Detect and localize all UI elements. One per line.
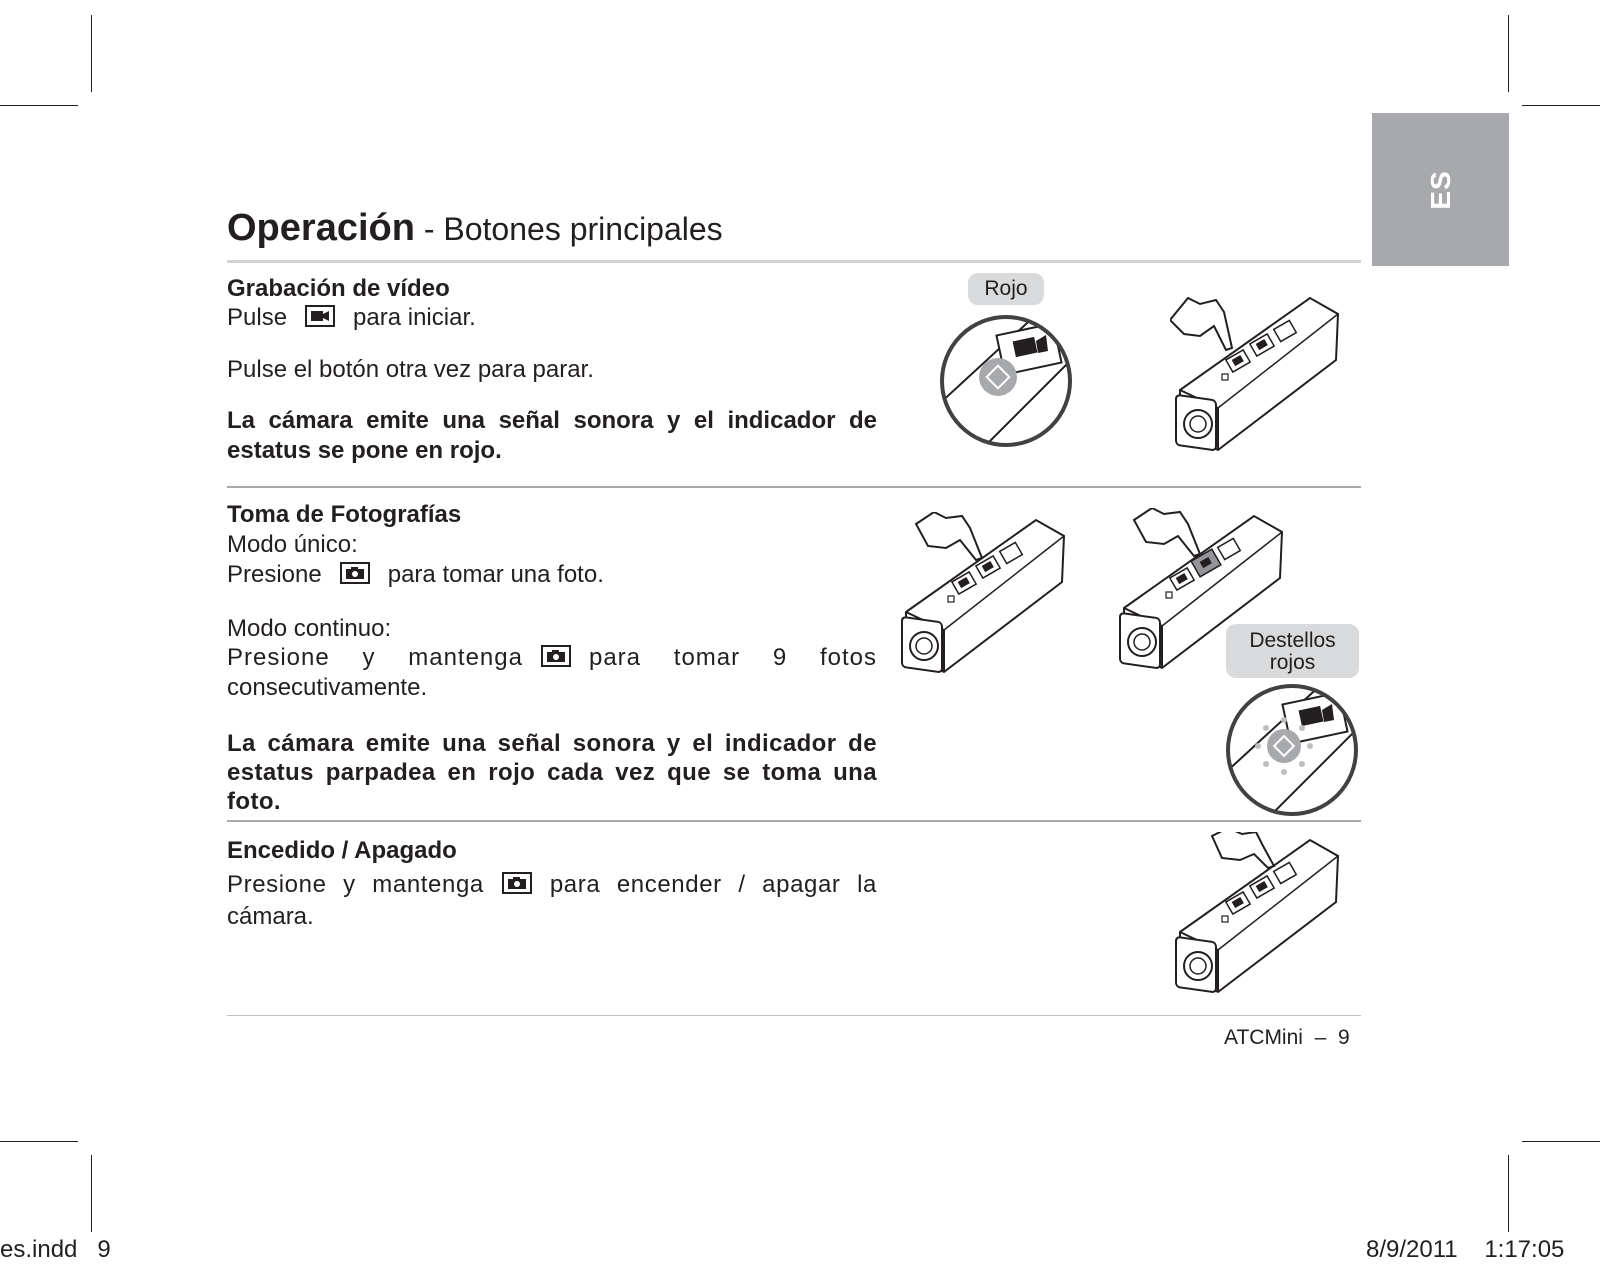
slug-page: 9 [97, 1236, 111, 1263]
continuous-mode-instruction [227, 643, 877, 673]
page-title-rest: - Botones principales [414, 211, 723, 247]
video-start-pre: Pulse [227, 304, 288, 331]
power-heading: Encedido / Apagado [227, 837, 457, 864]
status-label-red: Rojo [968, 273, 1044, 305]
single-mode-instruction [227, 560, 877, 590]
slug-time: 1:17:05 [1484, 1236, 1565, 1263]
footer-separator: – [1314, 1026, 1327, 1049]
crop-mark [1508, 1155, 1509, 1232]
crop-mark [0, 1141, 78, 1142]
continuous-mode-tail: consecutivamente. [227, 674, 428, 701]
page-number: 9 [1337, 1026, 1350, 1049]
crop-mark [0, 105, 78, 106]
product-name: ATCMini [1224, 1026, 1303, 1049]
camera-video-press-illustration [1170, 290, 1350, 462]
video-start-instruction [227, 303, 877, 333]
slug-filename: es.indd [0, 1236, 78, 1263]
camera-icon [340, 562, 370, 584]
camera-power-press-illustration [1170, 832, 1350, 1004]
footer-rule [227, 1015, 1361, 1016]
video-camera-icon [305, 305, 335, 327]
status-label-red-flashes [1226, 624, 1359, 678]
single-mode-label: Modo único: [227, 531, 358, 558]
video-start-post: para iniciar. [353, 304, 476, 331]
continuous-mode-post: para tomar 9 fotos [588, 644, 878, 671]
page-title-bold: Operación [227, 207, 415, 249]
video-stop-instruction: Pulse el botón otra vez para parar. [227, 356, 594, 383]
video-heading: Grabación de vídeo [227, 275, 450, 302]
slug-date: 8/9/2011 [1366, 1236, 1458, 1263]
status-label-line2: rojos [1269, 651, 1316, 674]
crop-mark [91, 15, 92, 92]
camera-icon [502, 872, 532, 894]
language-tab-label: ES [1424, 169, 1456, 210]
section-divider [227, 486, 1361, 488]
section-divider [227, 820, 1361, 822]
title-rule [227, 260, 1361, 263]
camera-photo-press-illustration [896, 512, 1076, 684]
language-tab [1372, 113, 1509, 266]
continuous-mode-label: Modo continuo: [227, 615, 392, 642]
power-instruction-pre: Presione y mantenga [227, 871, 484, 898]
continuous-mode-pre: Presione y mantenga [227, 644, 523, 671]
crop-mark [91, 1155, 92, 1232]
power-instruction-tail: cámara. [227, 903, 314, 930]
single-mode-pre: Presione [227, 561, 322, 588]
print-slug-date [1366, 1236, 1564, 1264]
video-status-note: La cámara emite una señal sonora y el indicador de estatus se pone en rojo. [227, 407, 877, 464]
status-indicator-closeup [938, 313, 1074, 449]
crop-mark [1508, 15, 1509, 92]
photo-heading: Toma de Fotografías [227, 501, 462, 528]
status-label-line1: Destellos [1249, 629, 1336, 652]
power-instruction-post: para encender / apagar la [549, 871, 877, 898]
single-mode-post: para tomar una foto. [387, 561, 604, 588]
crop-mark [1522, 105, 1600, 106]
power-instruction [227, 870, 877, 900]
page-title [227, 207, 723, 250]
photo-status-note: La cámara emite una señal sonora y el indicador de estatus parpadea en rojo cada vez que se toma una foto. [227, 730, 877, 815]
print-slug-file [0, 1236, 111, 1264]
camera-icon [541, 645, 571, 667]
crop-mark [1522, 1141, 1600, 1142]
page-footer [1224, 1026, 1350, 1050]
flashing-indicator-closeup [1224, 682, 1360, 818]
